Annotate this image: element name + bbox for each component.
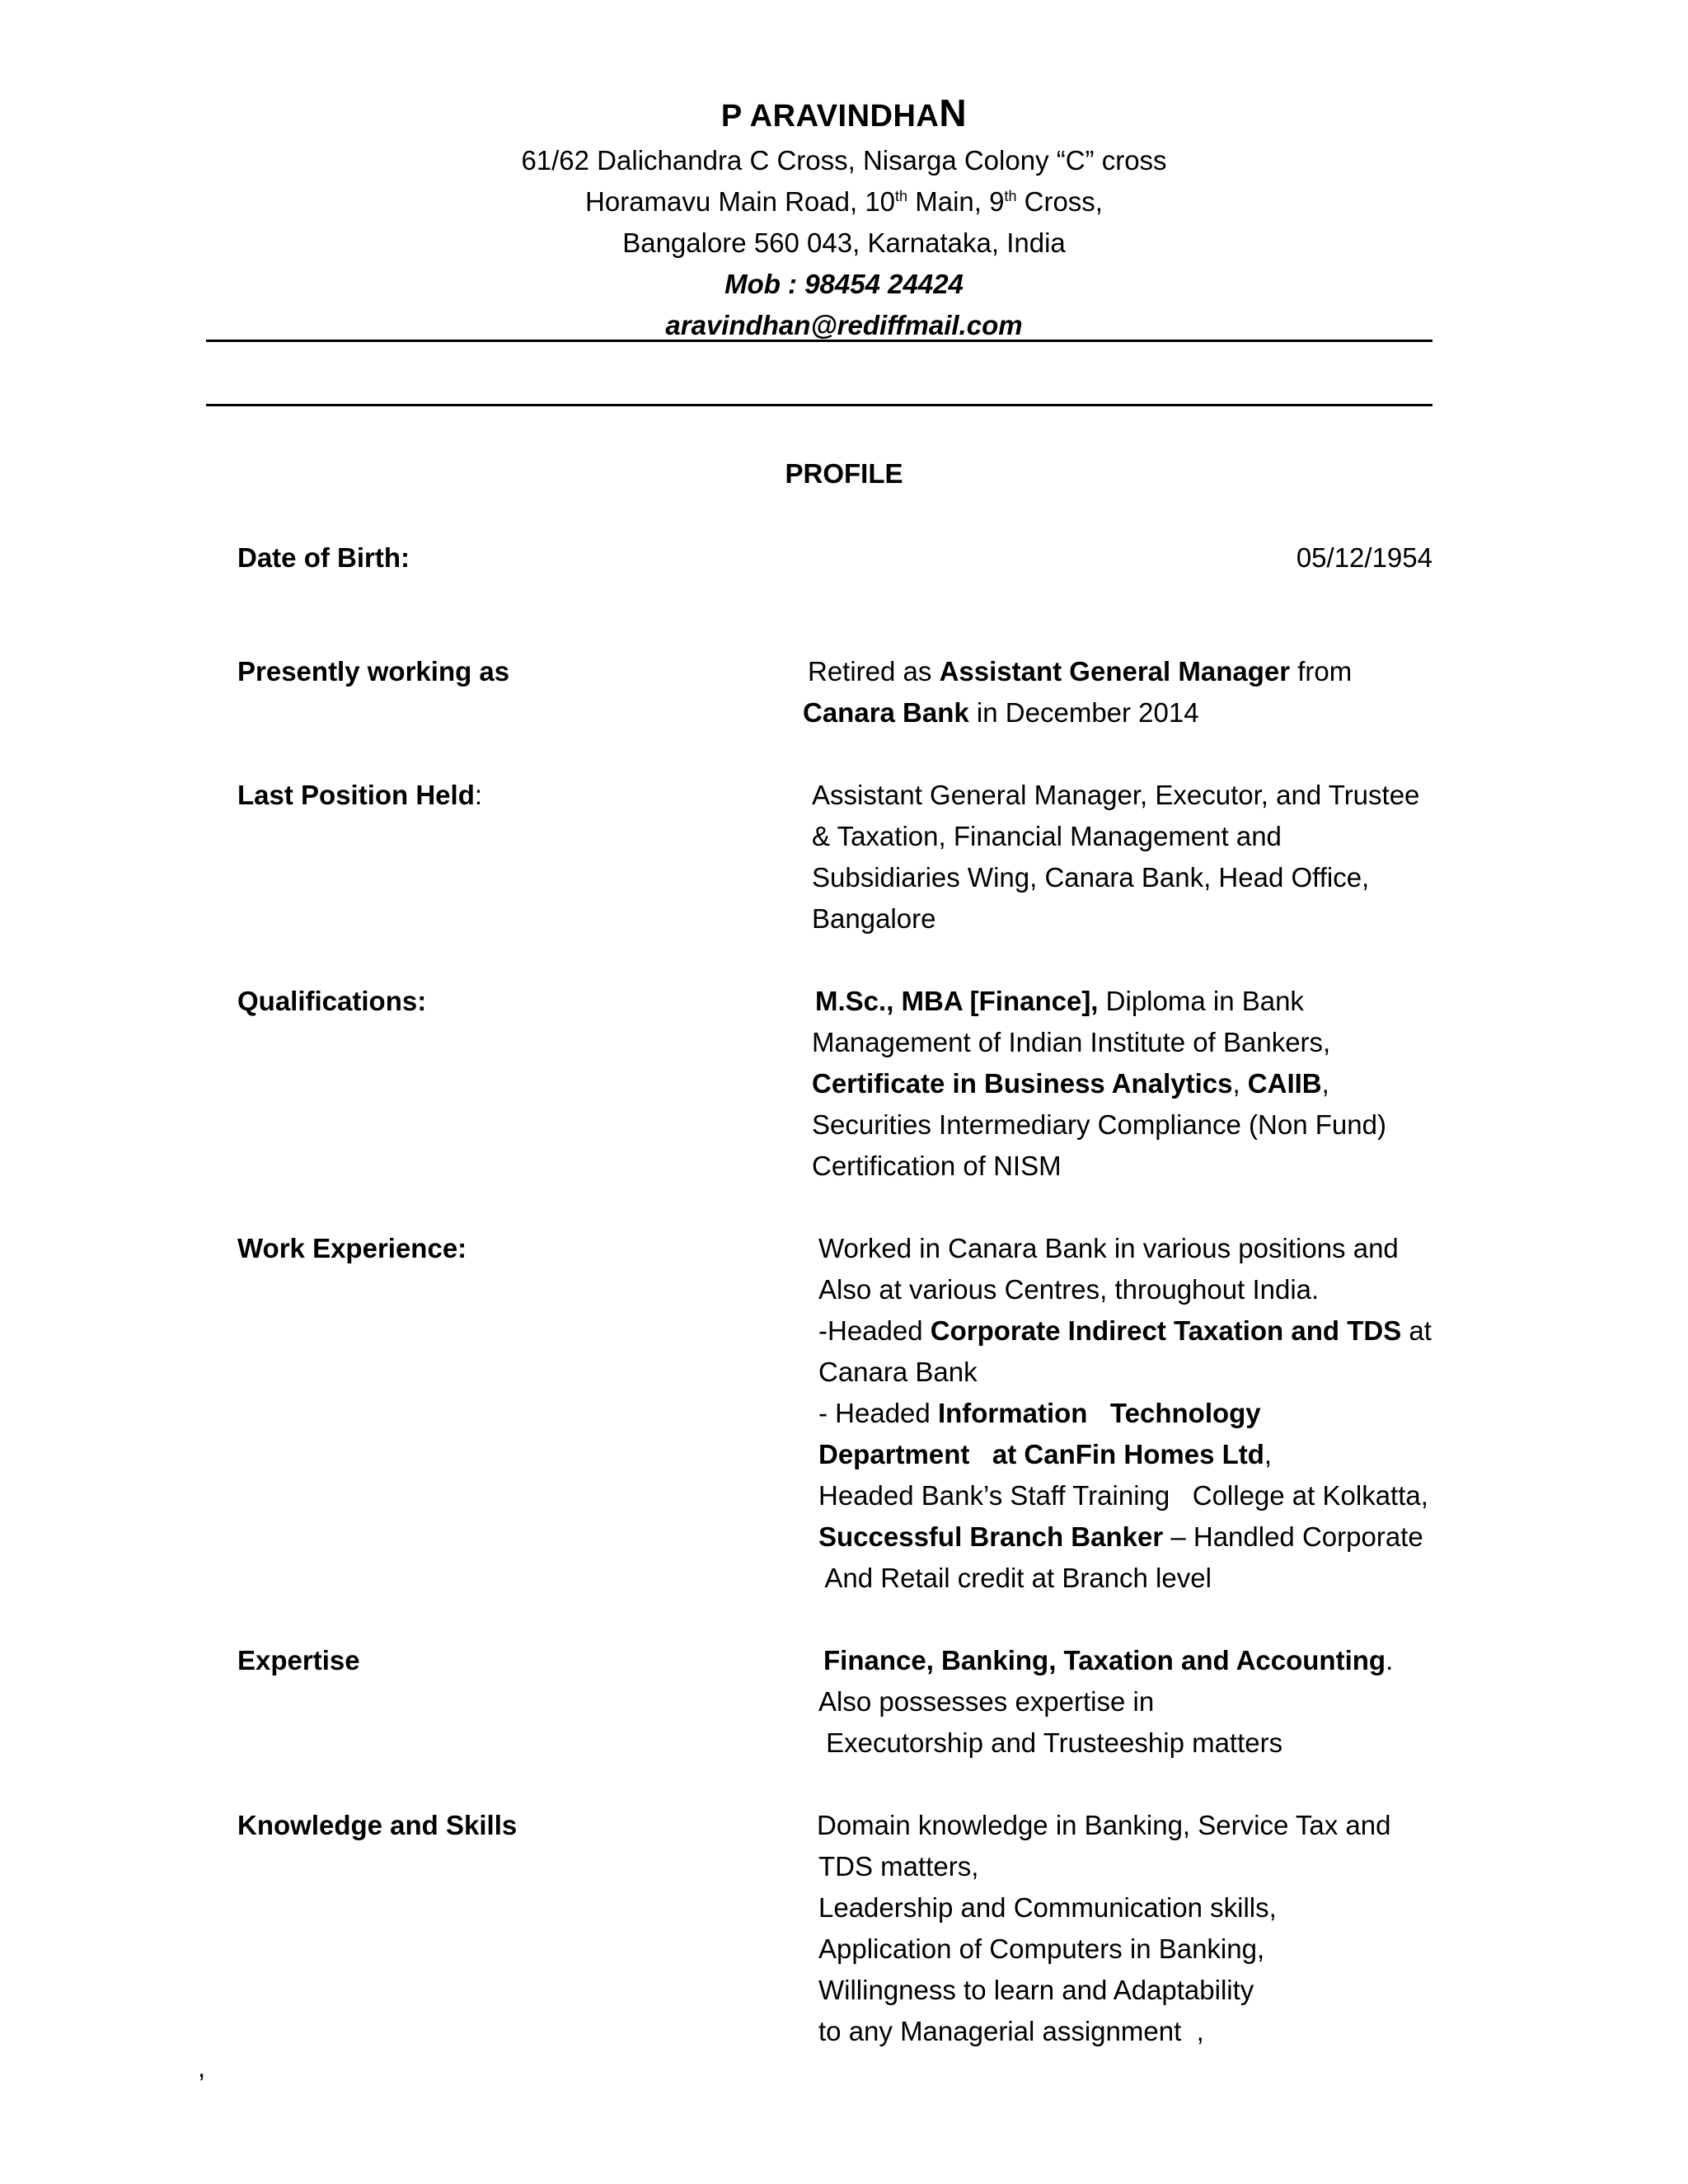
text: at <box>1401 1315 1432 1346</box>
text: , <box>1321 1068 1329 1099</box>
divider-top <box>206 340 1432 342</box>
dob-label: Date of Birth: <box>237 542 410 573</box>
text: - Headed <box>818 1398 938 1428</box>
qual-line <box>815 981 1438 1022</box>
skills-line: Domain knowledge in Banking, Service Tax and <box>817 1810 1391 1840</box>
skills-line: to any Managerial assignment , <box>818 2016 1204 2046</box>
work-line: And Retail credit at Branch level <box>818 1563 1212 1593</box>
working-label: Presently working as <box>237 656 510 687</box>
work-line: Worked in Canara Bank in various positions and <box>818 1233 1399 1263</box>
text: Retired as <box>808 656 940 687</box>
text: Diploma in Bank <box>1098 986 1304 1016</box>
qualifications-value <box>812 981 1438 1187</box>
qual-line <box>812 1063 1438 1104</box>
work-line <box>818 1393 1445 1434</box>
skills-line: Leadership and Communication skills, <box>818 1892 1277 1923</box>
expertise-value <box>818 1640 1445 1764</box>
position-line: Subsidiaries Wing, Canara Bank, Head Office, <box>812 862 1370 893</box>
text: : <box>474 780 483 810</box>
skills-label: Knowledge and Skills <box>237 1810 518 1840</box>
working-line-2 <box>803 692 1434 733</box>
text-bold: Information Technology <box>937 1398 1261 1428</box>
text-bold: CAIIB <box>1247 1068 1322 1099</box>
text: from <box>1290 656 1353 687</box>
text: , <box>1264 1439 1273 1469</box>
text-bold: Canara Bank <box>803 697 969 728</box>
text: . <box>1386 1645 1394 1675</box>
text-bold: Assistant General Manager <box>939 656 1291 687</box>
email-address[interactable]: aravindhan@rediffmail.com <box>665 310 1023 340</box>
skills-value <box>817 1805 1443 2052</box>
position-line: Bangalore <box>812 903 936 934</box>
work-line <box>818 1310 1445 1352</box>
expertise-label: Expertise <box>237 1645 360 1675</box>
text-bold: Department at CanFin Homes Ltd <box>818 1439 1264 1469</box>
text: , <box>1232 1068 1248 1099</box>
work-experience-label: Work Experience: <box>237 1233 467 1263</box>
position-line: & Taxation, Financial Management and <box>812 821 1282 851</box>
skills-line: Application of Computers in Banking, <box>818 1933 1265 1964</box>
text-bold: Corporate Indirect Taxation and TDS <box>930 1315 1402 1346</box>
expertise-line: Executorship and Trusteeship matters <box>818 1727 1283 1758</box>
position-line: Assistant General Manager, Executor, and Trustee <box>812 780 1420 810</box>
mobile-number: Mob : 98454 24424 <box>724 269 964 299</box>
work-line <box>818 1516 1445 1558</box>
stray-comma-mark: , <box>198 2052 206 2083</box>
address-part: Main, 9 <box>907 186 1005 217</box>
divider-bottom <box>206 404 1432 406</box>
work-line: Also at various Centres, throughout India. <box>818 1274 1320 1305</box>
candidate-name <box>0 91 1688 135</box>
work-line: Canara Bank <box>818 1357 978 1387</box>
qual-line: Securities Intermediary Compliance (Non Fund) <box>812 1109 1386 1140</box>
expertise-line <box>823 1640 1445 1681</box>
text-bold: Certificate in Business Analytics <box>812 1068 1233 1099</box>
text-bold: Last Position Held <box>237 780 475 810</box>
name-last-letter: N <box>939 91 968 134</box>
address-line-3: Bangalore 560 043, Karnataka, India <box>622 227 1066 258</box>
work-line <box>818 1434 1445 1475</box>
text: -Headed <box>818 1315 931 1346</box>
expertise-line: Also possesses expertise in <box>818 1686 1155 1717</box>
position-label <box>237 775 482 816</box>
section-title-profile: PROFILE <box>785 458 903 489</box>
ordinal-suffix: th <box>895 188 908 204</box>
skills-line: TDS matters, <box>818 1851 979 1882</box>
address-line-2 <box>0 181 1688 223</box>
text-bold: Successful Branch Banker <box>818 1521 1164 1552</box>
text: in December 2014 <box>968 697 1199 728</box>
working-value <box>803 651 1434 733</box>
address-part: Horamavu Main Road, 10 <box>585 186 896 217</box>
qualifications-label: Qualifications: <box>237 986 427 1016</box>
dob-value: 05/12/1954 <box>1296 542 1432 573</box>
position-value <box>812 775 1438 940</box>
working-line-1 <box>808 651 1434 692</box>
qual-line: Certification of NISM <box>812 1151 1062 1181</box>
skills-line: Willingness to learn and Adaptability <box>818 1975 1254 2005</box>
address-part: Cross, <box>1016 186 1103 217</box>
name-text: P ARAVINDHA <box>720 99 940 134</box>
text-bold: Finance, Banking, Taxation and Accounting <box>823 1645 1386 1675</box>
address-line-1: 61/62 Dalichandra C Cross, Nisarga Colony “C” cross <box>521 145 1167 176</box>
qual-line: Management of Indian Institute of Bankers, <box>812 1027 1331 1057</box>
work-experience-value <box>818 1228 1445 1599</box>
text-bold: M.Sc., MBA [Finance], <box>815 986 1099 1016</box>
ordinal-suffix: th <box>1004 188 1017 204</box>
text: – Handled Corporate <box>1163 1521 1423 1552</box>
work-line: Headed Bank’s Staff Training College at Kolkatta, <box>818 1480 1428 1511</box>
